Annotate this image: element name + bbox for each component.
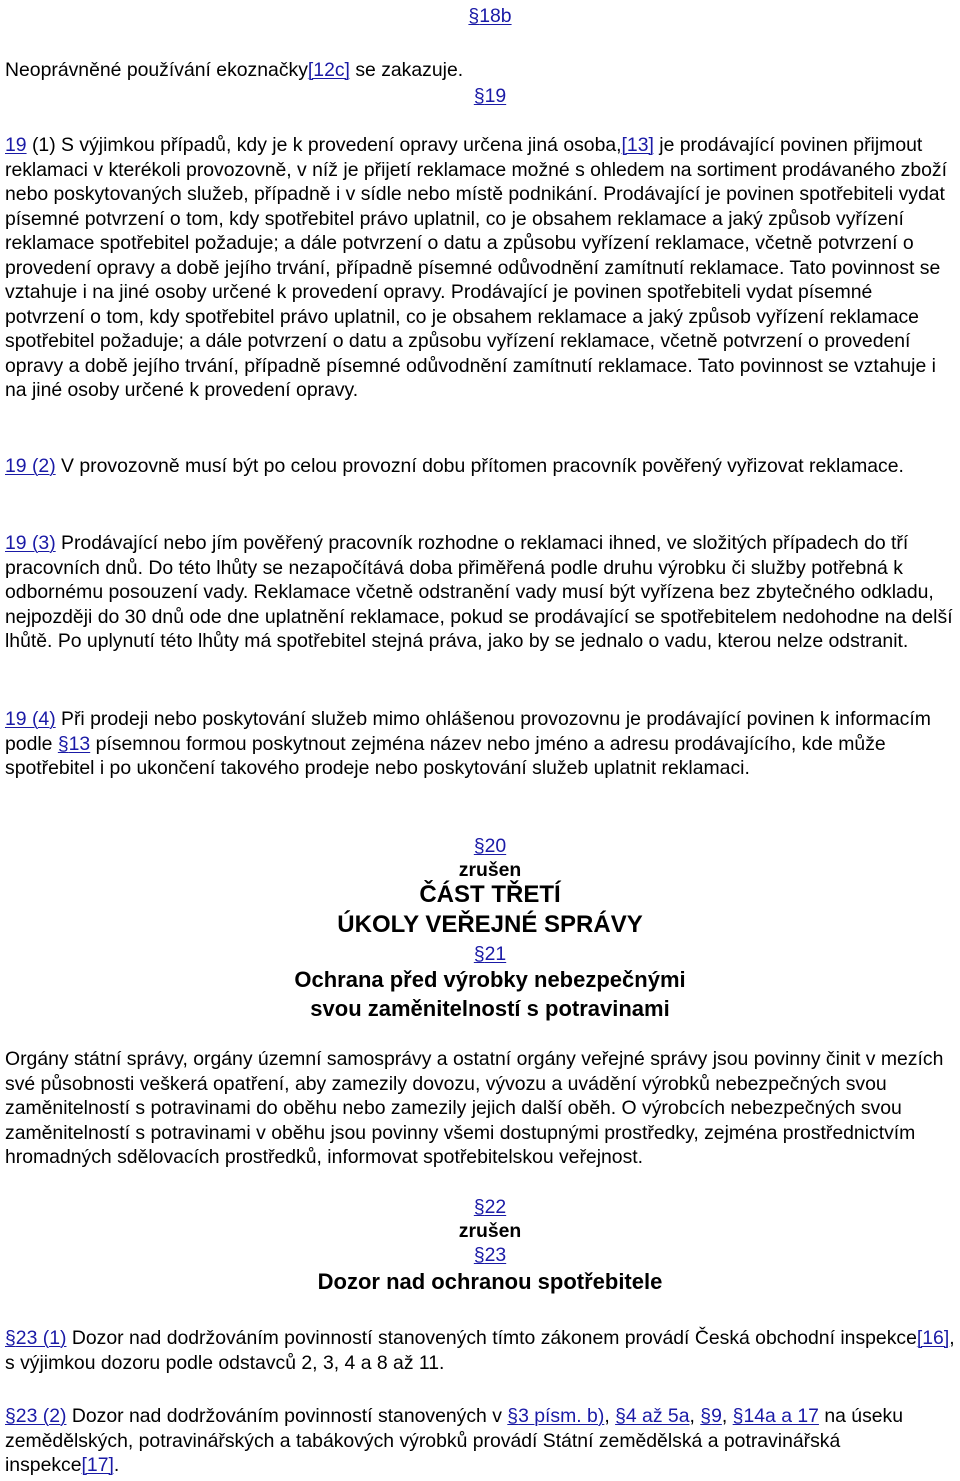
section-18b-link[interactable]: §18b (468, 5, 512, 27)
footnote-17-link[interactable]: [17] (81, 1454, 114, 1476)
section-21-link[interactable]: §21 (473, 943, 507, 965)
paragraph-19-3: 19 (3) Prodávající nebo jím pověřený pracovník rozhodne o reklamaci ihned, ve složitých případech do tří pracovních dnů. Do této lhůty se nezapočítává doba přiměřená podle druhu výrobku či služby potřebná k odbornému posouzení vady. Reklamace včetně odstranění vady musí být vyřízena bez zbytečného odkladu, nejpozději do 30 dnů ode dne uplatnění reklamace, pokud se prodávající se spotřebitelem nedohodne na delší lhůtě. Po uplynutí této lhůty má spotřebitel stejná práva, jako by se jednalo o vadu, kterou nelze odstranit. (5, 532, 953, 652)
part-title: ČÁST TŘETÍ (419, 881, 561, 908)
part-subtitle: ÚKOLY VEŘEJNÉ SPRÁVY (337, 911, 643, 938)
section-21-title-line-1: Ochrana před výrobky nebezpečnými (294, 967, 686, 992)
paragraph-19-4-link[interactable]: 19 (4) (5, 708, 56, 730)
section-21-heading (5, 942, 960, 967)
section-23-title: Dozor nad ochranou spotřebitele (317, 1269, 663, 1294)
section-18b-heading (5, 4, 960, 29)
section-14a-ref-link[interactable]: §14a a 17 (732, 1405, 819, 1427)
section-19-heading (5, 84, 960, 109)
paragraph-19-2: 19 (2) V provozovně musí být po celou provozní dobu přítomen pracovník pověřený vyřizovat reklamace. (5, 455, 904, 477)
paragraph-23-2: §23 (2) Dozor nad dodržováním povinností stanovených v §3 písm. b), §4 až 5a, §9, §14a a 17 na úseku zemědělských, potravinářských a tabákových výrobků provádí Státní zemědělská a potravinářská inspekce[17]. (5, 1405, 904, 1476)
section-20-status: zrušen (458, 859, 522, 881)
section-18b-text: Neoprávněné používání ekoznačky[12c] se zakazuje. (5, 59, 464, 81)
paragraph-23-1-link[interactable]: §23 (1) (5, 1327, 67, 1349)
section-3-ref-link[interactable]: §3 písm. b) (507, 1405, 605, 1427)
section-20-link[interactable]: §20 (473, 835, 507, 857)
section-23-heading (5, 1243, 960, 1268)
section-13-ref-link[interactable]: §13 (57, 732, 91, 755)
paragraph-19-2-link[interactable]: 19 (2) (5, 455, 56, 477)
paragraph-19-1: 19 (1) S výjimkou případů, kdy je k provedení opravy určena jiná osoba,[13] je prodávající povinen přijmout reklamaci v kterékoli provozovně, v níž je přijetí reklamace možné s ohledem na sortiment prodávaného zboží nebo poskytovaných služeb, případně i v sídle nebo místě podnikání. Prodávající je povinen spotřebiteli vydat písemné potvrzení o tom, kdy spotřebitel právo uplatnil, co je obsahem reklamace a jaký způsob vyřízení reklamace spotřebitel požaduje; a dále potvrzení o datu a způsobu vyřízení reklamace, včetně potvrzení o provedení opravy a době jejího trvání, případně písemné odůvodnění zamítnutí reklamace. Tato povinnost se vztahuje i na jiné osoby určené k provedení opravy. Prodávající je povinen spotřebiteli vydat písemné potvrzení o tom, kdy spotřebitel právo uplatnil, co je obsahem reklamace a jaký způsob vyřízení reklamace spotřebitel požaduje; a dále potvrzení o datu a způsobu vyřízení reklamace, včetně potvrzení o provedení opravy a době jejího trvání, případně písemné odůvodnění zamítnutí reklamace. Tato povinnost se vztahuje i na jiné osoby určené k provedení opravy. (5, 134, 947, 401)
footnote-12c-link[interactable]: [12c] (307, 59, 350, 81)
section-20-heading (5, 834, 960, 859)
section-21-title-line-2: svou zaměnitelností s potravinami (310, 996, 670, 1021)
section-22-status: zrušen (458, 1220, 522, 1242)
section-22-link[interactable]: §22 (473, 1196, 507, 1218)
section-21-text: Orgány státní správy, orgány územní samosprávy a ostatní orgány veřejné správy jsou povinny činit v mezích své působnosti veškerá opatření, aby zamezily dovozu, vývozu a uvádění výrobků nebezpečných svou zaměnitelností s potravinami do oběhu nebo zamezily jejich další oběh. O výrobcích nebezpečných svou zaměnitelností s potravinami v oběhu jsou povinny všemi dostupnými prostředky, zejména prostřednictvím hromadných sdělovacích prostředků, informovat spotřebitelskou veřejnost. (5, 1048, 944, 1168)
footnote-16-link[interactable]: [16] (916, 1327, 950, 1349)
section-22-heading (5, 1195, 960, 1220)
paragraph-19-1-link[interactable]: 19 (5, 134, 27, 156)
section-19-link[interactable]: §19 (473, 85, 507, 107)
paragraph-23-2-link[interactable]: §23 (2) (5, 1405, 67, 1427)
section-9-ref-link[interactable]: §9 (700, 1405, 722, 1427)
paragraph-19-4: 19 (4) Při prodeji nebo poskytování služeb mimo ohlášenou provozovnu je prodávající povinen k informacím podle §13 písemnou formou poskytnout zejména název nebo jméno a adresu prodávajícího, kde může spotřebitel i po ukončení takového prodeje nebo poskytování služeb uplatnit reklamaci. (5, 708, 931, 779)
section-23-link[interactable]: §23 (473, 1244, 507, 1266)
footnote-13-link[interactable]: [13] (621, 134, 654, 156)
paragraph-19-3-link[interactable]: 19 (3) (5, 532, 56, 554)
section-4-ref-link[interactable]: §4 až 5a (615, 1405, 690, 1427)
paragraph-23-1: §23 (1) Dozor nad dodržováním povinností stanovených tímto zákonem provádí Česká obchodní inspekce[16], s výjimkou dozoru podle odstavců 2, 3, 4 a 8 až 11. (5, 1327, 955, 1374)
